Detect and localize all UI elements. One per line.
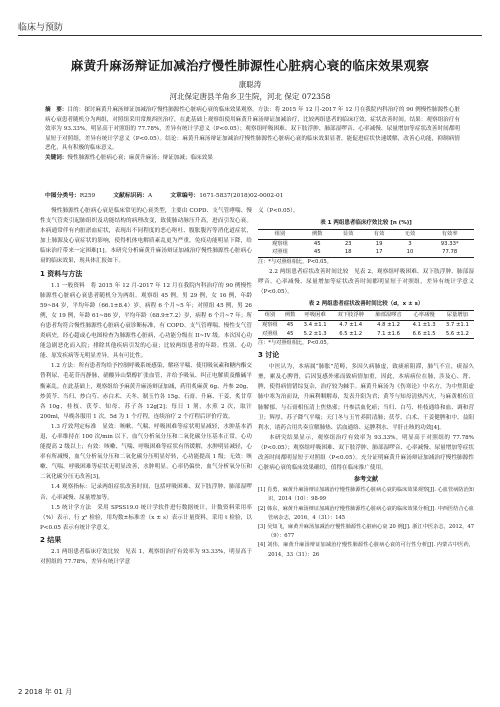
table-cell: 对照组 (271, 249, 288, 256)
reference-item: [2] 韩东，麻黄升麻汤辩证加减治疗慢性肺源性心脏病心衰的临床效果分析[J]. 中西医结合心血管病杂志，2016，4（31）：145 (258, 505, 474, 521)
page-footer: 2 2018 年 01 月 (18, 688, 73, 696)
table-cell: 45 (313, 240, 321, 247)
references-list (258, 486, 474, 560)
table-cell: 3.4 ±1.1 (303, 321, 327, 328)
table-cell: 4.8 ±1.2 (377, 321, 401, 328)
table-row (258, 248, 474, 257)
right-column (258, 206, 474, 560)
author: 康聪涛 (238, 80, 262, 89)
subsection-heading: 2.2 两组患者症状改善时间比较 (269, 268, 349, 275)
table-header-cell: 例数 (284, 312, 296, 319)
table-header-cell: 无效 (404, 231, 416, 238)
table-row (258, 239, 474, 248)
table-cell: 6.5 ±1.2 (339, 330, 363, 337)
paragraph: 见表 2，观察组呼吸困难、双下肢浮肿、肺部湿啰音、心率减慢、尿量增加等症状改善时间都明显短于对照组，差异有统计学意义（P<0.05）。 (258, 268, 474, 296)
article-meta (45, 190, 460, 199)
paragraph: 本研究结果显示，观察组治疗有效率为 93.33%，明显高于对照组的 77.78%（P<0.05）；观察组呼吸困难、双下肢浮肿、肺部湿啰音、心率减慢、尿量增加等症状改善时间都明显短于对照组（P<0.05）。充分证明麻黄升麻汤辩证加减治疗慢性肺源性心脏病心衰的临床效果确切，值得在临床推广使用。 (258, 434, 474, 472)
table-header-cell: 组别 (274, 231, 286, 238)
abstract-text: 目的：探讨麻黄升麻汤辩证加减治疗慢性肺源性心脏病心衰的临床效果观察。方法：将 2015 年 12 月-2017 年 12 月在我院内科治疗的 90 例慢性肺源性心脏病心衰患者随机分为两组，对照组采用常规西医治疗，在此基础上观察组使用麻黄升麻汤辩证加减治疗，比较两组患者的临床疗效、症状改善时间。结果：观察组治疗有效率为 93.33%，明显高于对照组的 77.78%，差异有统计学意义（P<0.05）；观察组呼吸困难、双下肢浮肿、肺部湿啰音、心率减慢、尿量增加等症状改善时间都明显短于对照组，差异有统计学意义（P<0.05）。结论：麻黄升麻汤辩证加减治疗慢性肺源性心脏病心衰的临床效果显著，能促进症状快速缓解，改善心功能，抑制病情恶化，具有积极的临床意义。 (45, 107, 460, 151)
table-cell: 观察组 (261, 321, 278, 328)
table-cell: 93.33* (440, 240, 459, 247)
paragraph: 义（P<0.05）。 (258, 208, 299, 214)
reference-item: [1] 肖勇，麻黄升麻汤辩证加减治疗慢性肺源性心脏病心衰的临床效果观察[J]. 心血管病防治知识，2014（10）：98-99 (258, 487, 474, 503)
table-cell: 77.78 (442, 249, 458, 256)
paragraph: 记录两组症状改善时间，包括呼吸困难、双下肢浮肿、肺部湿啰音、心率减慢、尿量增加等。 (40, 484, 252, 501)
id-value: 1671-5837(2018)02-0002-01 (199, 193, 284, 199)
table-header-cell: 有效率 (441, 231, 458, 238)
section-heading: 3 讨论 (258, 351, 280, 360)
subsection-heading: 1.5 统计学方法 (51, 504, 92, 511)
table-cell: 45 (286, 321, 294, 328)
table2 (258, 310, 474, 339)
table-cell: 45 (286, 330, 294, 337)
table-cell: 10 (406, 249, 414, 256)
subsection-heading: 2.1 两组患者临床疗效比较 (51, 548, 120, 555)
header-divider (18, 35, 482, 36)
table-header-cell: 双下肢浮肿 (337, 312, 364, 319)
table-row (258, 320, 474, 329)
table-cell: 4.7 ±1.4 (339, 321, 363, 328)
subsection-heading: 1.4 观察指标： (51, 484, 91, 491)
paragraph: 见表 1，观察组治疗有效率为 93.33%，明显高于对照组的 77.78%，差异有统计学意 (40, 548, 252, 565)
abstract-block (45, 106, 460, 163)
table-cell: 3.7 ±1.1 (445, 321, 469, 328)
table-cell: 7.1 ±1.6 (377, 330, 401, 337)
table-cell: 23 (344, 240, 352, 247)
table-cell: 3 (408, 240, 412, 247)
subsection-heading: 1.3 疗效判定标准 (51, 423, 97, 430)
subsection-heading: 1.2 方法： (51, 363, 79, 370)
keywords-label: 关键词： (45, 154, 68, 161)
paragraph: 采用 SPSS19.0 统计学软件进行数据统计，计数资料采用率（%）表示，行 χ² 检验，用均数±标准差（x ± s）表示计量资料，采用 t 检验，以 P<0.05 表示有统计学意义。 (40, 504, 252, 531)
doc-label: 文献标识码： (113, 193, 149, 199)
table-header-cell: 心率减慢 (413, 312, 435, 319)
section-heading: 1 资料与方法 (40, 269, 83, 278)
table2-caption: 表 2 两组患者症状改善时间比较（d，x ± s） (308, 301, 424, 308)
paragraph: 中医认为，本病属“肺胀”范畴，多因久病肺虚，致痰瘀阻滞，肺气不宣，痰湿久壅，累及心脾肾，后因复感外邪而致病情加重，因此，本病病位在肺，涉及心、肾、脾，使得病情错综复杂，治疗较为棘手。麻黄升麻汤为《伤寒论》中名方，为中焦阳虚肺中寒为治而设，升麻利咽解毒，发表升阳为君；黄芩与知母清热泻火，与麻黄相伍宣肺解郁、与石膏相伍清上焦热邪；丹参活血化瘀；当归、白芍、桂枝通络和血、调和营卫；辉厚、苏子降气平喘；天门冬与玉竹养阴清肺；茯苓、白术、干姜健脾和中、益阳利水，诸药合用共奏宣解肺热、活血通络、运脾利水、平肝止咳的功效[4]。 (258, 364, 474, 431)
table-cell: 5.2 ±1.3 (303, 330, 327, 337)
affiliation: 河北保定唐县羊角乡卫生院，河北 保定 072358 (169, 92, 331, 101)
table-header-cell: 尿量增加 (446, 312, 468, 319)
table1-caption: 表 1 两组患者临床疗效比较 [n (%)] (320, 220, 412, 227)
clc-value: R259 (79, 193, 96, 199)
abstract-label: 摘 要： (45, 107, 68, 113)
table1 (258, 229, 474, 258)
subsection-heading: 1.1 一般资料 (51, 282, 85, 289)
paragraph: 所有患者均给予控制呼吸系统感染，解痉平喘、使用吸氧素和糖内酯交替利尿，毛花苷丙静脉，硝酸异山梨醇扩张血管，并给予吸氧、纠正电解质及酸碱平衡紊乱。在此基础上，观察组给予麻黄升麻汤辩证加减，药用炙麻黄 6g、丹参 20g、炒黄芩、当归、炒白芍、赤白术、天冬、制玉竹各 15g、石膏、升麻、干姜、炙甘草各 10g、桂枝、茯苓、知母、苏子各 12g[2]；每日 1 剂，水煎 2 次，取汁 200ml，早晚各服用 1 次，5d 为 1 个疗程，连续治疗 2 个疗程后评价疗效。 (40, 363, 252, 420)
clc-label: 中图分类号： (45, 193, 80, 199)
table-cell: 45 (313, 249, 321, 256)
table-cell: 5.6 ±1.2 (445, 330, 469, 337)
reference-item: [3] 吴知飞，麻黄升麻汤加减治疗慢性肺源性心脏病心衰 20 例[J]. 浙江中医杂志，2012，47（9）：677 (258, 523, 474, 540)
keywords-text: 慢性肺源性心脏病心衰；麻黄升麻汤；辩证加减；临床效果 (67, 154, 213, 161)
table-header-cell: 呼吸困难 (304, 312, 326, 319)
table-header-cell: 有效 (373, 231, 385, 238)
table-header-cell: 显效 (342, 231, 354, 238)
table-header-cell: 组别 (264, 312, 276, 319)
table-cell: 观察组 (271, 240, 288, 247)
references-title: 参考文献 (353, 476, 378, 484)
reference-item: [4] 刘伟，麻黄升麻汤辩证加减治疗慢性肺源性心脏病心衰的可行性分析[J]. 内蒙古中医药，2014，33（31）：26 (258, 542, 474, 558)
paragraph: 将 2015 年 12 月-2017 年 12 月在我院内科治疗的 90 例慢性肺源性心脏病心衰患者随机分为两组。观察组 45 例，男 29 例，女 16 例，年龄 59~84 岁，平均年龄（66.1±8.4）岁，病程 6 个月~5 年；对照组 45 例，男 26 例，女 19 例，年龄 61~86 岁，平均年龄（68.9±7.2）岁，病程 6 个月~7 年；所有患者均符合慢性肺源性心脏病心衰诊断标准，有 COPD、支气管哮喘、慢性支气管炎病史，经心超或心电图检查为肺源性心脏病，心功能分级在 II~IV 级。本次因心功能急剧恶化而入院；排除其他疾病引发的心衰；比较两组患者的年龄、性别、心功能、原发疾病等无明显差异，具有可比性。 (40, 282, 252, 360)
table1-note: 注：*与对照组相比，P<0.05。 (258, 258, 332, 265)
table-cell: 19 (375, 240, 383, 247)
table-cell: 18 (344, 249, 352, 256)
paragraph: 显效：咳嗽、气喘、呼吸困难等症状明显减轻，水肿基本消退，心率维持在 100 次/min 以下，血气分析氧分压和二氧化碳分压基本正常，心功能提高 2 级以上；有效：咳嗽、气喘、呼吸困难等症状有所缓解，水肿明显减轻，心率有所减慢，血气分析氧分压和二氧化碳分压明显好转，心功能提高 1 级；无效：咳嗽、气喘、呼吸困难等症状无明显改善，水肿明显，心率仍偏快，血气分析氧分压和二氧化碳分压无改善[3]。 (40, 423, 252, 481)
table2-note: 注：*与对照组相比，P<0.05。 (258, 340, 332, 347)
article-title: 麻黄升麻汤辩证加减治疗慢性肺源性心脏病心衰的临床效果观察 (70, 58, 430, 73)
table-header-cell: 例数 (312, 231, 323, 238)
intro-paragraph: 慢性肺源性心脏病心衰是临床常见的心衰类型，主要由 COPD、支气管哮喘、慢性支气管炎引起肺组织及功能结构的病理改变，致使肺动脉压升高，进而引发心衰。本病通常伴有内脏淤血症状，表现出不同程度的恶心呕吐、腹胀腹泻等消化道症状，加上肺源及心衰症状的影响，使得机体电解质紊乱更为严重，免疫功能明显下降，给临床治疗带来一定困难[1]。本研究分析麻黄升麻汤辩证加减治疗慢性肺源性心脏病心衰的临床效果，现具体汇报如下。 (40, 208, 252, 265)
table-cell: 4.1 ±1.3 (412, 321, 436, 328)
id-label: 文章编号： (170, 193, 200, 199)
table-header-cell: 肺部湿啰音 (375, 312, 402, 319)
doc-value: A (148, 193, 153, 199)
table-row (258, 330, 474, 339)
table-cell: 对照组 (261, 330, 278, 337)
table-cell: 17 (375, 249, 383, 256)
left-column (40, 206, 252, 567)
table-cell: 6.6 ±1.5 (412, 330, 436, 337)
section-header: 临床与预防 (18, 23, 64, 33)
section-heading: 2 结果 (40, 535, 62, 544)
